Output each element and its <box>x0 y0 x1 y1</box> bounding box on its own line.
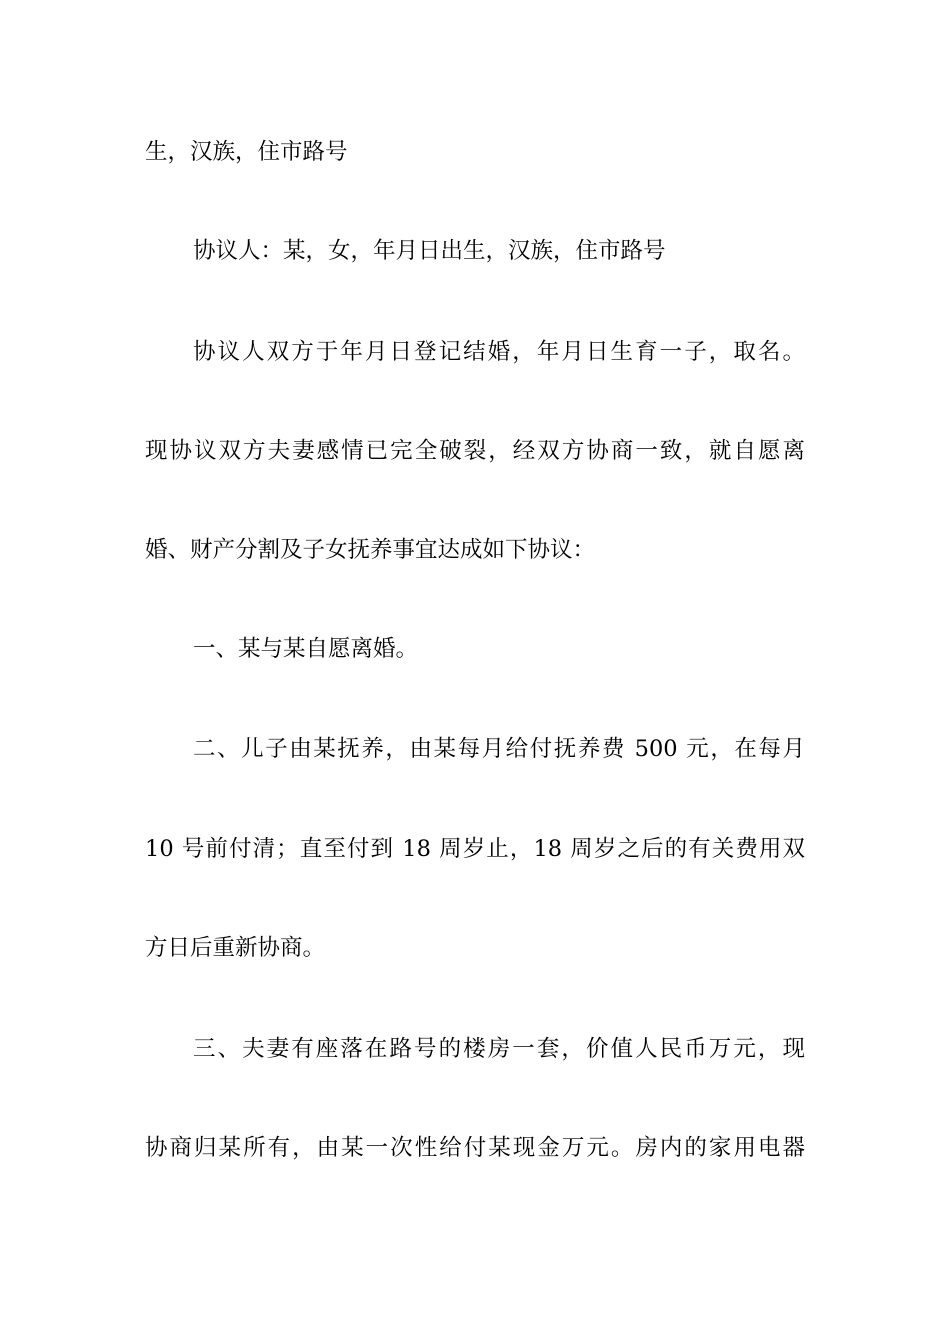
text-line-10: 三、夫妻有座落在路号的楼房一套，价值人民币万元，现 <box>193 1036 805 1062</box>
text-line-6: 一、某与某自愿离婚。 <box>193 636 419 662</box>
text-line-2: 协议人：某，女，年月日出生，汉族，住市路号 <box>193 238 666 264</box>
text-line-9: 方日后重新协商。 <box>145 935 326 961</box>
text-line-7: 二、儿子由某抚养，由某每月给付抚养费 500 元，在每月 <box>193 736 805 762</box>
text-line-4: 现协议双方夫妻感情已完全破裂，经双方协商一致，就自愿离 <box>145 438 805 464</box>
text-line-5: 婚、财产分割及子女抚养事宜达成如下协议： <box>145 537 596 563</box>
text-line-1: 生，汉族，住市路号 <box>145 139 348 165</box>
text-line-3: 协议人双方于年月日登记结婚，年月日生育一子，取名。 <box>193 339 805 365</box>
text-line-11: 协商归某所有，由某一次性给付某现金万元。房内的家用电器 <box>145 1135 805 1161</box>
text-line-8: 10 号前付清；直至付到 18 周岁止，18 周岁之后的有关费用双 <box>145 836 805 862</box>
